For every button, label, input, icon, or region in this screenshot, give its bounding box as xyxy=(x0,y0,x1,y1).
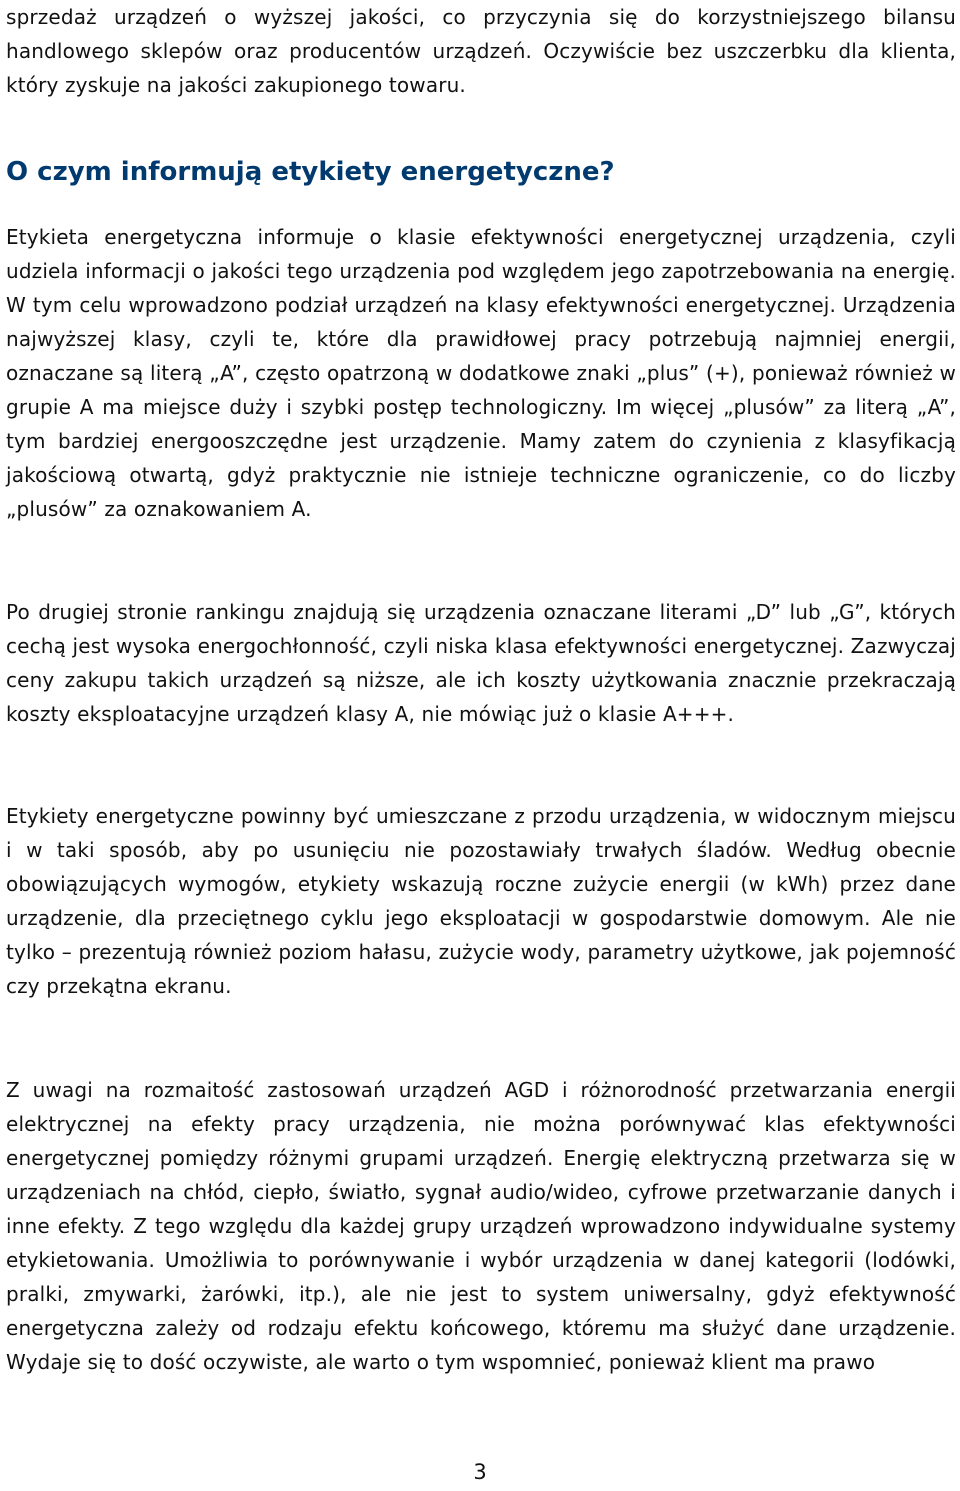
page-number: 3 xyxy=(473,1460,487,1484)
paragraph-ranking-low-classes: Po drugiej stronie rankingu znajdują się urządzenia oznaczane literami „D” lub „G”, których cechą jest wysoka energochłonność, czyli niska klasa efektywności energetycznej. Zazwyczaj ceny zakupu takich urządzeń są niższe, ale ich koszty użytkowania znacznie przekraczają koszty eksploatacyjne urządzeń klasy A, nie mówiąc już o klasie A+++. xyxy=(6,600,956,726)
intro-paragraph: sprzedaż urządzeń o wyższej jakości, co przyczynia się do korzystniejszego bilansu handlowego sklepów oraz producentów urządzeń. Oczywiście bez uszczerbku dla klienta, który zyskuje na jakości zakupionego towaru. xyxy=(6,5,956,97)
paragraph-label-placement: Etykiety energetyczne powinny być umieszczane z przodu urządzenia, w widocznym miejscu i w taki sposób, aby po usunięciu nie pozostawiały trwałych śladów. Według obecnie obowiązujących wymogów, etykiety wskazują roczne zużycie energii (w kWh) przez dane urządzenie, dla przeciętnego cyklu jego eksploatacji w gospodarstwie domowym. Ale nie tylko – prezentują również poziom hałasu, zużycie wody, parametry użytkowe, jak pojemność czy przekątna ekranu. xyxy=(6,804,956,998)
paragraph-device-groups: Z uwagi na rozmaitość zastosowań urządzeń AGD i różnorodność przetwarzania energii elektrycznej na efekty pracy urządzenia, nie można porównywać klas efektywności energetycznej pomiędzy różnymi grupami urządzeń. Energię elektryczną przetwarza się w urządzeniach na chłód, ciepło, światło, sygnał audio/wideo, cyfrowe przetwarzanie danych i inne efekty. Z tego względu dla każdej grupy urządzeń wprowadzono indywidualne systemy etykietowania. Umożliwia to porównywanie i wybór urządzenia w danej kategorii (lodówki, pralki, zmywarki, żarówki, itp.), ale nie jest to system uniwersalny, gdyż efektywność energetyczna zależy od rodzaju efektu końcowego, któremu ma służyć dane urządzenie. Wydaje się to dość oczywiste, ale warto o tym wspomnieć, ponieważ klient ma prawo xyxy=(6,1078,956,1374)
section-heading: O czym informują etykiety energetyczne? xyxy=(6,157,615,187)
paragraph-energy-label-info: Etykieta energetyczna informuje o klasie efektywności energetycznej urządzenia, czyli udziela informacji o jakości tego urządzenia pod względem jego zapotrzebowania na energię. W tym celu wprowadzono podział urządzeń na klasy efektywności energetycznej. Urządzenia najwyższej klasy, czyli te, które dla prawidłowej pracy potrzebują najmniej energii, oznaczane są literą „A”, często opatrzoną w dodatkowe znaki „plus” (+), ponieważ również w grupie A ma miejsce duży i szybki postęp technologiczny. Im więcej „plusów” za literą „A”, tym bardziej energooszczędne jest urządzenie. Mamy zatem do czynienia z klasyfikacją jakościową otwartą, gdyż praktycznie nie istnieje techniczne ograniczenie, co do liczby „plusów” za oznakowaniem A. xyxy=(6,225,956,521)
